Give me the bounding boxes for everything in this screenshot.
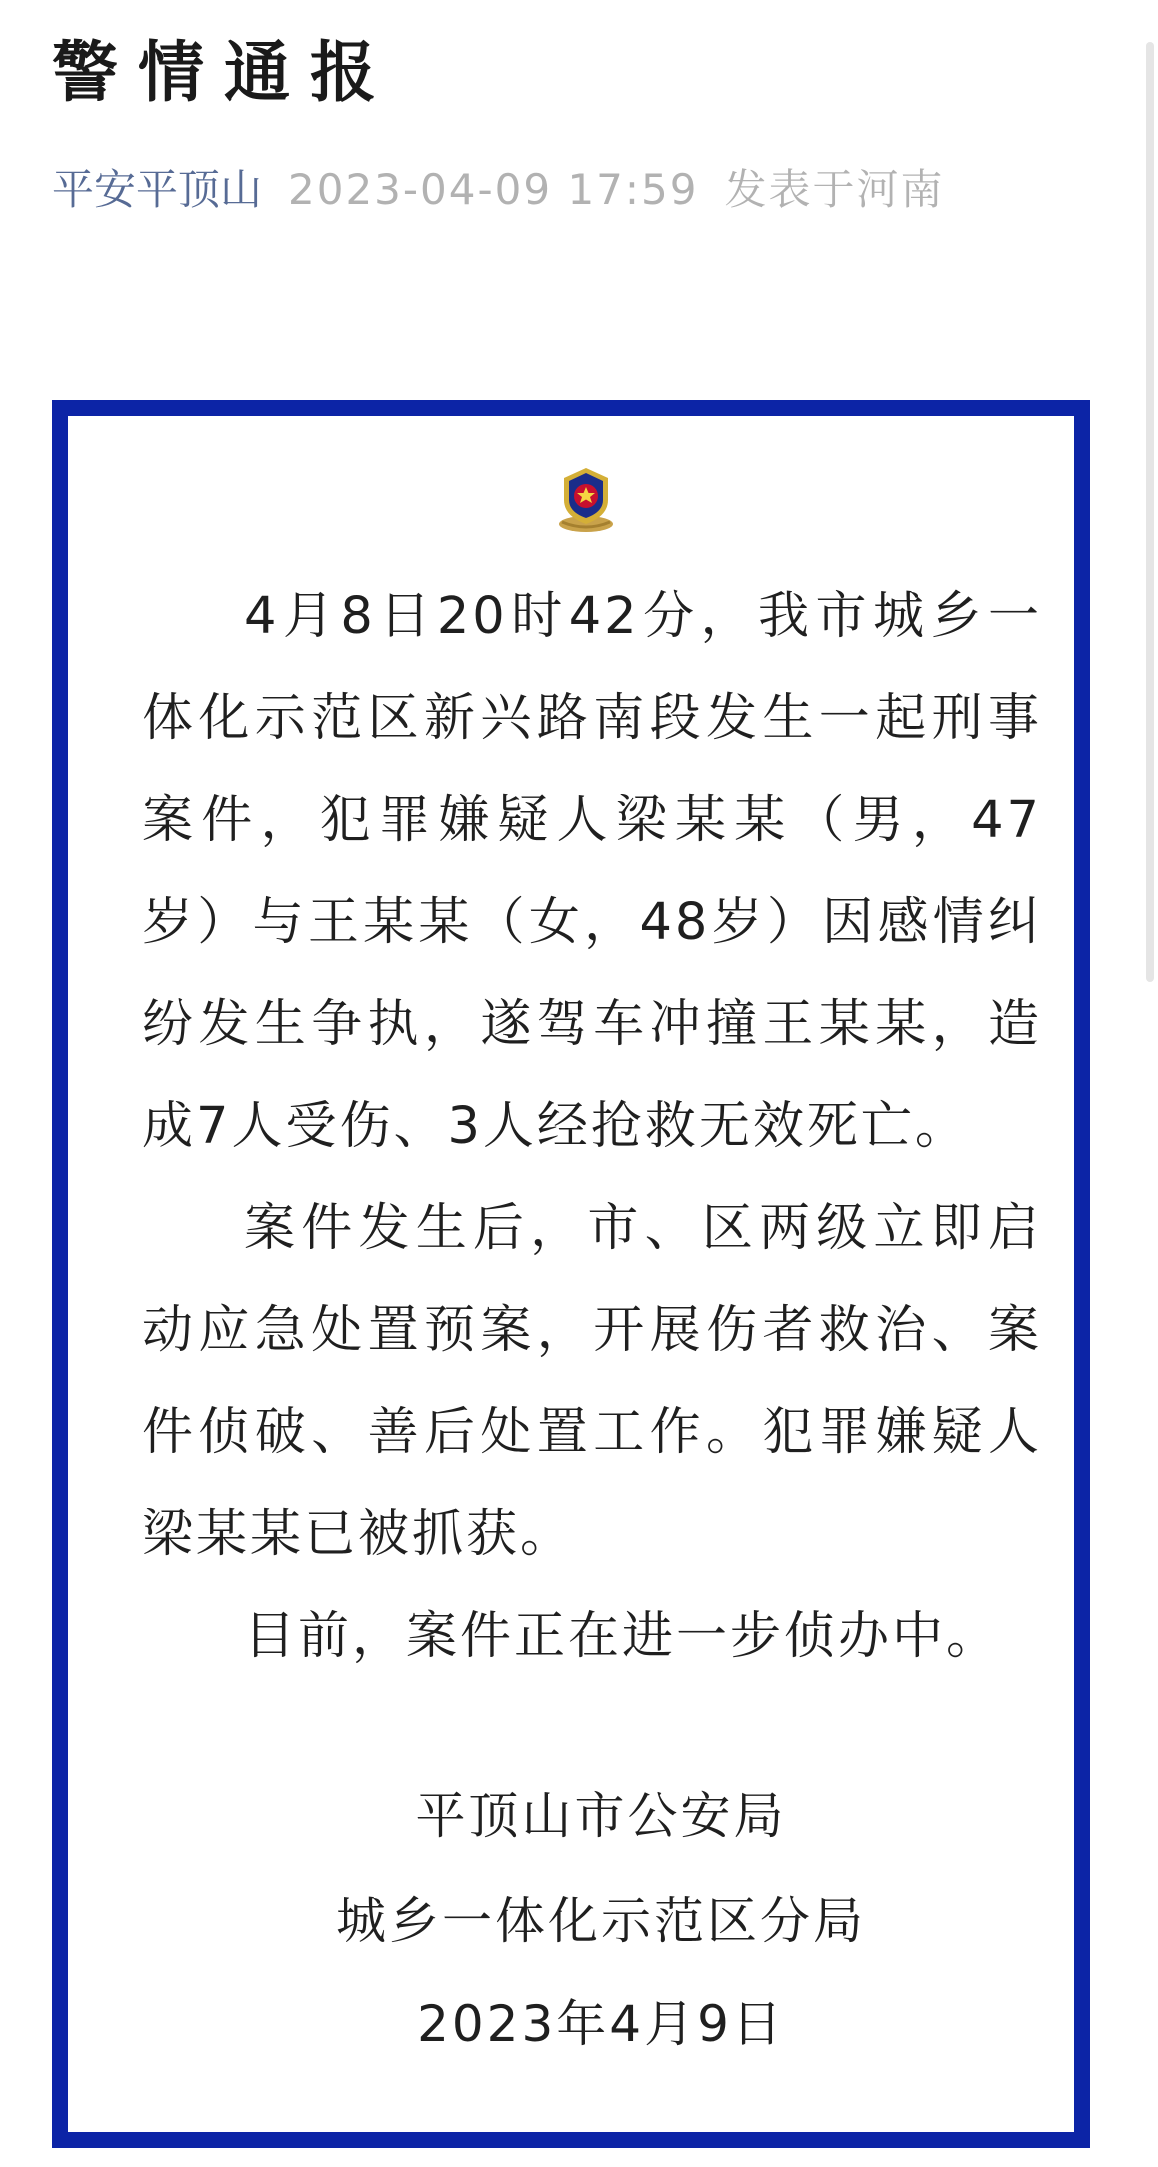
account-name-link[interactable]: 平安平顶山 <box>52 165 263 214</box>
notice-body <box>142 566 1042 1688</box>
notice-paragraph: 案件发生后，市、区两级立即启动应急处置预案，开展伤者救治、案件侦破、善后处置工作。犯罪嫌疑人梁某某已被抓获。 <box>142 1199 1042 1564</box>
police-emblem-icon <box>556 466 616 534</box>
notice-paragraph: 目前，案件正在进一步侦办中。 <box>244 1607 1001 1666</box>
article-title: 警情通报 <box>52 34 396 111</box>
publish-time: 2023-04-09 17:59 <box>288 165 699 214</box>
scrollbar[interactable] <box>1146 42 1154 982</box>
notice-image <box>52 400 1090 2148</box>
signature-org-branch: 城乡一体化示范区分局 <box>336 1892 866 1950</box>
signature-org-city: 平顶山市公安局 <box>415 1787 787 1845</box>
article-meta <box>52 160 945 220</box>
publish-location: 发表于河南 <box>724 165 945 214</box>
notice-paragraph: 4月8日20时42分，我市城乡一体化示范区新兴路南段发生一起刑事案件，犯罪嫌疑人梁某某（男，47岁）与王某某（女，48岁）因感情纠纷发生争执，遂驾车冲撞王某某，造成7人受伤、3人经抢救无效死亡。 <box>142 587 1042 1156</box>
signature-date: 2023年4月9日 <box>417 1995 785 2053</box>
